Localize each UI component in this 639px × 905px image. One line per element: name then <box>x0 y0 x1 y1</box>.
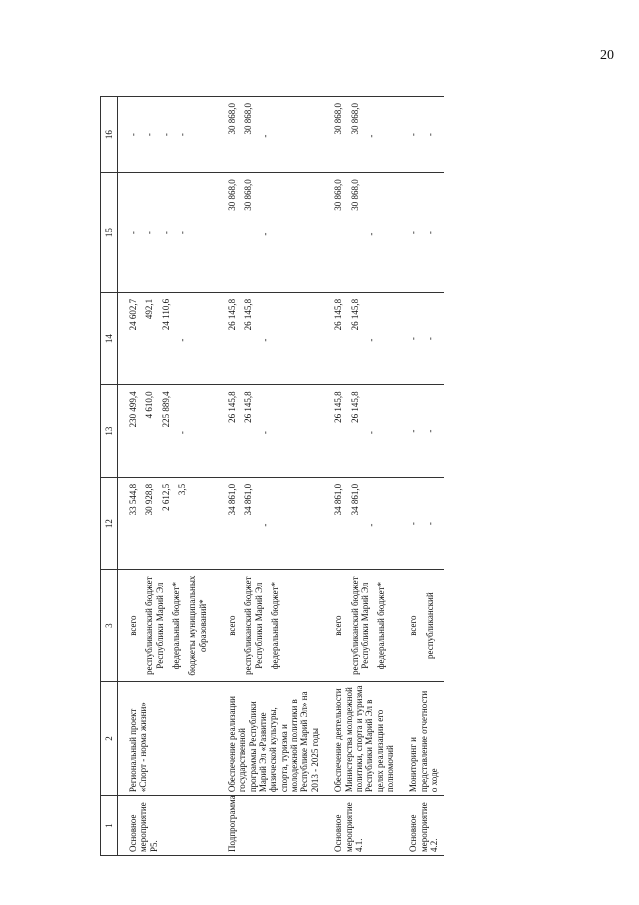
value: - <box>160 231 171 235</box>
table-row <box>398 97 444 856</box>
funding-source: всего <box>333 615 344 636</box>
row-value-cell-c16 <box>398 97 444 173</box>
budget-table <box>100 96 444 856</box>
value: 34 861,0 <box>349 483 360 516</box>
row-sources-cell <box>118 570 218 682</box>
row-sources-cell <box>323 570 398 682</box>
row-value-cell-c16 <box>323 97 398 173</box>
row-sources-cell <box>398 570 444 682</box>
row-value-cell-c15 <box>118 173 218 293</box>
value: 2 612,5 <box>160 483 171 511</box>
value: - <box>144 231 155 235</box>
value: 34 861,0 <box>333 483 344 516</box>
funding-source: федеральный бюджет* <box>171 581 182 670</box>
row-value-cell-c14 <box>217 292 323 384</box>
table-body <box>118 97 444 856</box>
row-value-cell-c16 <box>217 97 323 173</box>
value: 26 145,8 <box>333 391 344 423</box>
value: 26 145,8 <box>227 298 238 331</box>
value: 30 868,0 <box>243 103 254 135</box>
value: - <box>365 134 376 138</box>
row-title-cell: Обеспечение реализации государственной программы Республики Марий Эл «Развитие физической культуры, спорта, туризма и молодежной политики в Республике Марий Эл» на 2013 - 2025 годы <box>217 681 323 795</box>
value: 492,1 <box>144 298 155 320</box>
funding-source: федеральный бюджет* <box>376 581 387 670</box>
funding-source: всего <box>128 615 138 636</box>
value: - <box>259 232 270 236</box>
row-title-cell: Мониторинг и представление отчетности о ходе <box>398 681 444 795</box>
row-measure-cell: Основное мероприятие 4.2. <box>398 796 444 856</box>
funding-source: республиканский бюджет Республики Марий Эл <box>243 576 264 675</box>
header-col-14: 14 <box>101 292 118 384</box>
row-value-cell-c15 <box>323 173 398 293</box>
value: 30 868,0 <box>333 103 344 135</box>
value: 230 499,4 <box>128 391 138 428</box>
row-value-cell-c12 <box>323 477 398 569</box>
value: - <box>160 133 171 137</box>
row-value-cell-c13 <box>398 385 444 477</box>
rotated-table-container <box>100 96 639 856</box>
funding-source: республиканский бюджет Республики Марий Эл <box>144 576 165 675</box>
row-value-cell-c14 <box>118 292 218 384</box>
value: 26 145,8 <box>349 391 360 423</box>
value: 26 145,8 <box>243 298 254 331</box>
value: 30 868,0 <box>227 179 238 211</box>
row-value-cell-c15 <box>398 173 444 293</box>
value: - <box>128 133 138 137</box>
row-title-cell: Обеспечение деятельности Министерства молодежной политики, спорта и туризма Республики Марий Эл в целях реализации его полномочий <box>323 681 398 795</box>
header-col-13: 13 <box>101 385 118 477</box>
value: - <box>177 231 188 235</box>
table-row <box>118 97 218 856</box>
row-value-cell-c13 <box>323 385 398 477</box>
value: 30 868,0 <box>227 103 238 135</box>
row-value-cell-c12 <box>118 477 218 569</box>
funding-source: федеральный бюджет* <box>270 581 281 670</box>
value: - <box>365 338 376 342</box>
header-col-15: 15 <box>101 173 118 293</box>
value: 30 868,0 <box>333 179 344 211</box>
value: - <box>424 133 435 137</box>
value: - <box>408 133 419 137</box>
row-measure-cell: Подпрограмма <box>217 796 323 856</box>
funding-source: республиканский бюджет Республики Марий Эл <box>349 576 370 675</box>
value: - <box>408 429 419 433</box>
value: 24 110,6 <box>160 298 171 331</box>
value: - <box>259 338 270 342</box>
row-value-cell-c14 <box>398 292 444 384</box>
table-row <box>217 97 323 856</box>
value: - <box>177 338 188 342</box>
value: 3,5 <box>177 483 188 496</box>
value: - <box>408 337 419 341</box>
row-measure-cell: Основное мероприятие 4.1. <box>323 796 398 856</box>
funding-source: всего <box>408 615 419 636</box>
value: - <box>177 133 188 137</box>
row-value-cell-c14 <box>323 292 398 384</box>
value: 30 928,8 <box>144 483 155 516</box>
value: 26 145,8 <box>333 298 344 331</box>
page-number: 20 <box>600 48 614 63</box>
value: - <box>365 523 376 527</box>
value: - <box>128 231 138 235</box>
header-col-12: 12 <box>101 477 118 569</box>
row-measure-cell: Основное мероприятие Р5. <box>118 796 218 856</box>
funding-source: республиканский <box>424 592 435 659</box>
header-row <box>101 97 118 856</box>
value: - <box>365 431 376 435</box>
value: 30 868,0 <box>243 179 254 211</box>
value: 34 861,0 <box>227 483 238 516</box>
funding-source: всего <box>227 615 238 636</box>
row-value-cell-c15 <box>217 173 323 293</box>
value: - <box>408 231 419 235</box>
funding-source: бюджеты муниципальных образований* <box>187 575 208 676</box>
row-value-cell-c16 <box>118 97 218 173</box>
header-col-3: 3 <box>101 570 118 682</box>
row-value-cell-c13 <box>118 385 218 477</box>
row-value-cell-c12 <box>217 477 323 569</box>
value: - <box>408 522 419 526</box>
value: 30 868,0 <box>349 179 360 211</box>
value: - <box>177 431 188 435</box>
value: - <box>424 429 435 433</box>
header-col-2: 2 <box>101 681 118 795</box>
value: - <box>424 337 435 341</box>
row-value-cell-c12 <box>398 477 444 569</box>
table-row <box>323 97 398 856</box>
value: 26 145,8 <box>243 391 254 423</box>
row-title-cell: Региональный проект «Спорт - норма жизни» <box>118 681 218 795</box>
value: - <box>259 134 270 138</box>
value: - <box>365 232 376 236</box>
value: 34 861,0 <box>243 483 254 516</box>
header-col-1: 1 <box>101 796 118 856</box>
value: 26 145,8 <box>227 391 238 423</box>
value: - <box>144 133 155 137</box>
value: 33 544,8 <box>128 483 138 516</box>
value: 26 145,8 <box>349 298 360 331</box>
value: - <box>424 231 435 235</box>
row-value-cell-c13 <box>217 385 323 477</box>
header-col-16: 16 <box>101 97 118 173</box>
value: - <box>259 523 270 527</box>
value: 30 868,0 <box>349 103 360 135</box>
value: 4 610,0 <box>144 391 155 419</box>
row-sources-cell <box>217 570 323 682</box>
value: - <box>259 431 270 435</box>
value: - <box>424 522 435 526</box>
value: 24 602,7 <box>128 298 138 331</box>
value: 225 889,4 <box>160 391 171 428</box>
